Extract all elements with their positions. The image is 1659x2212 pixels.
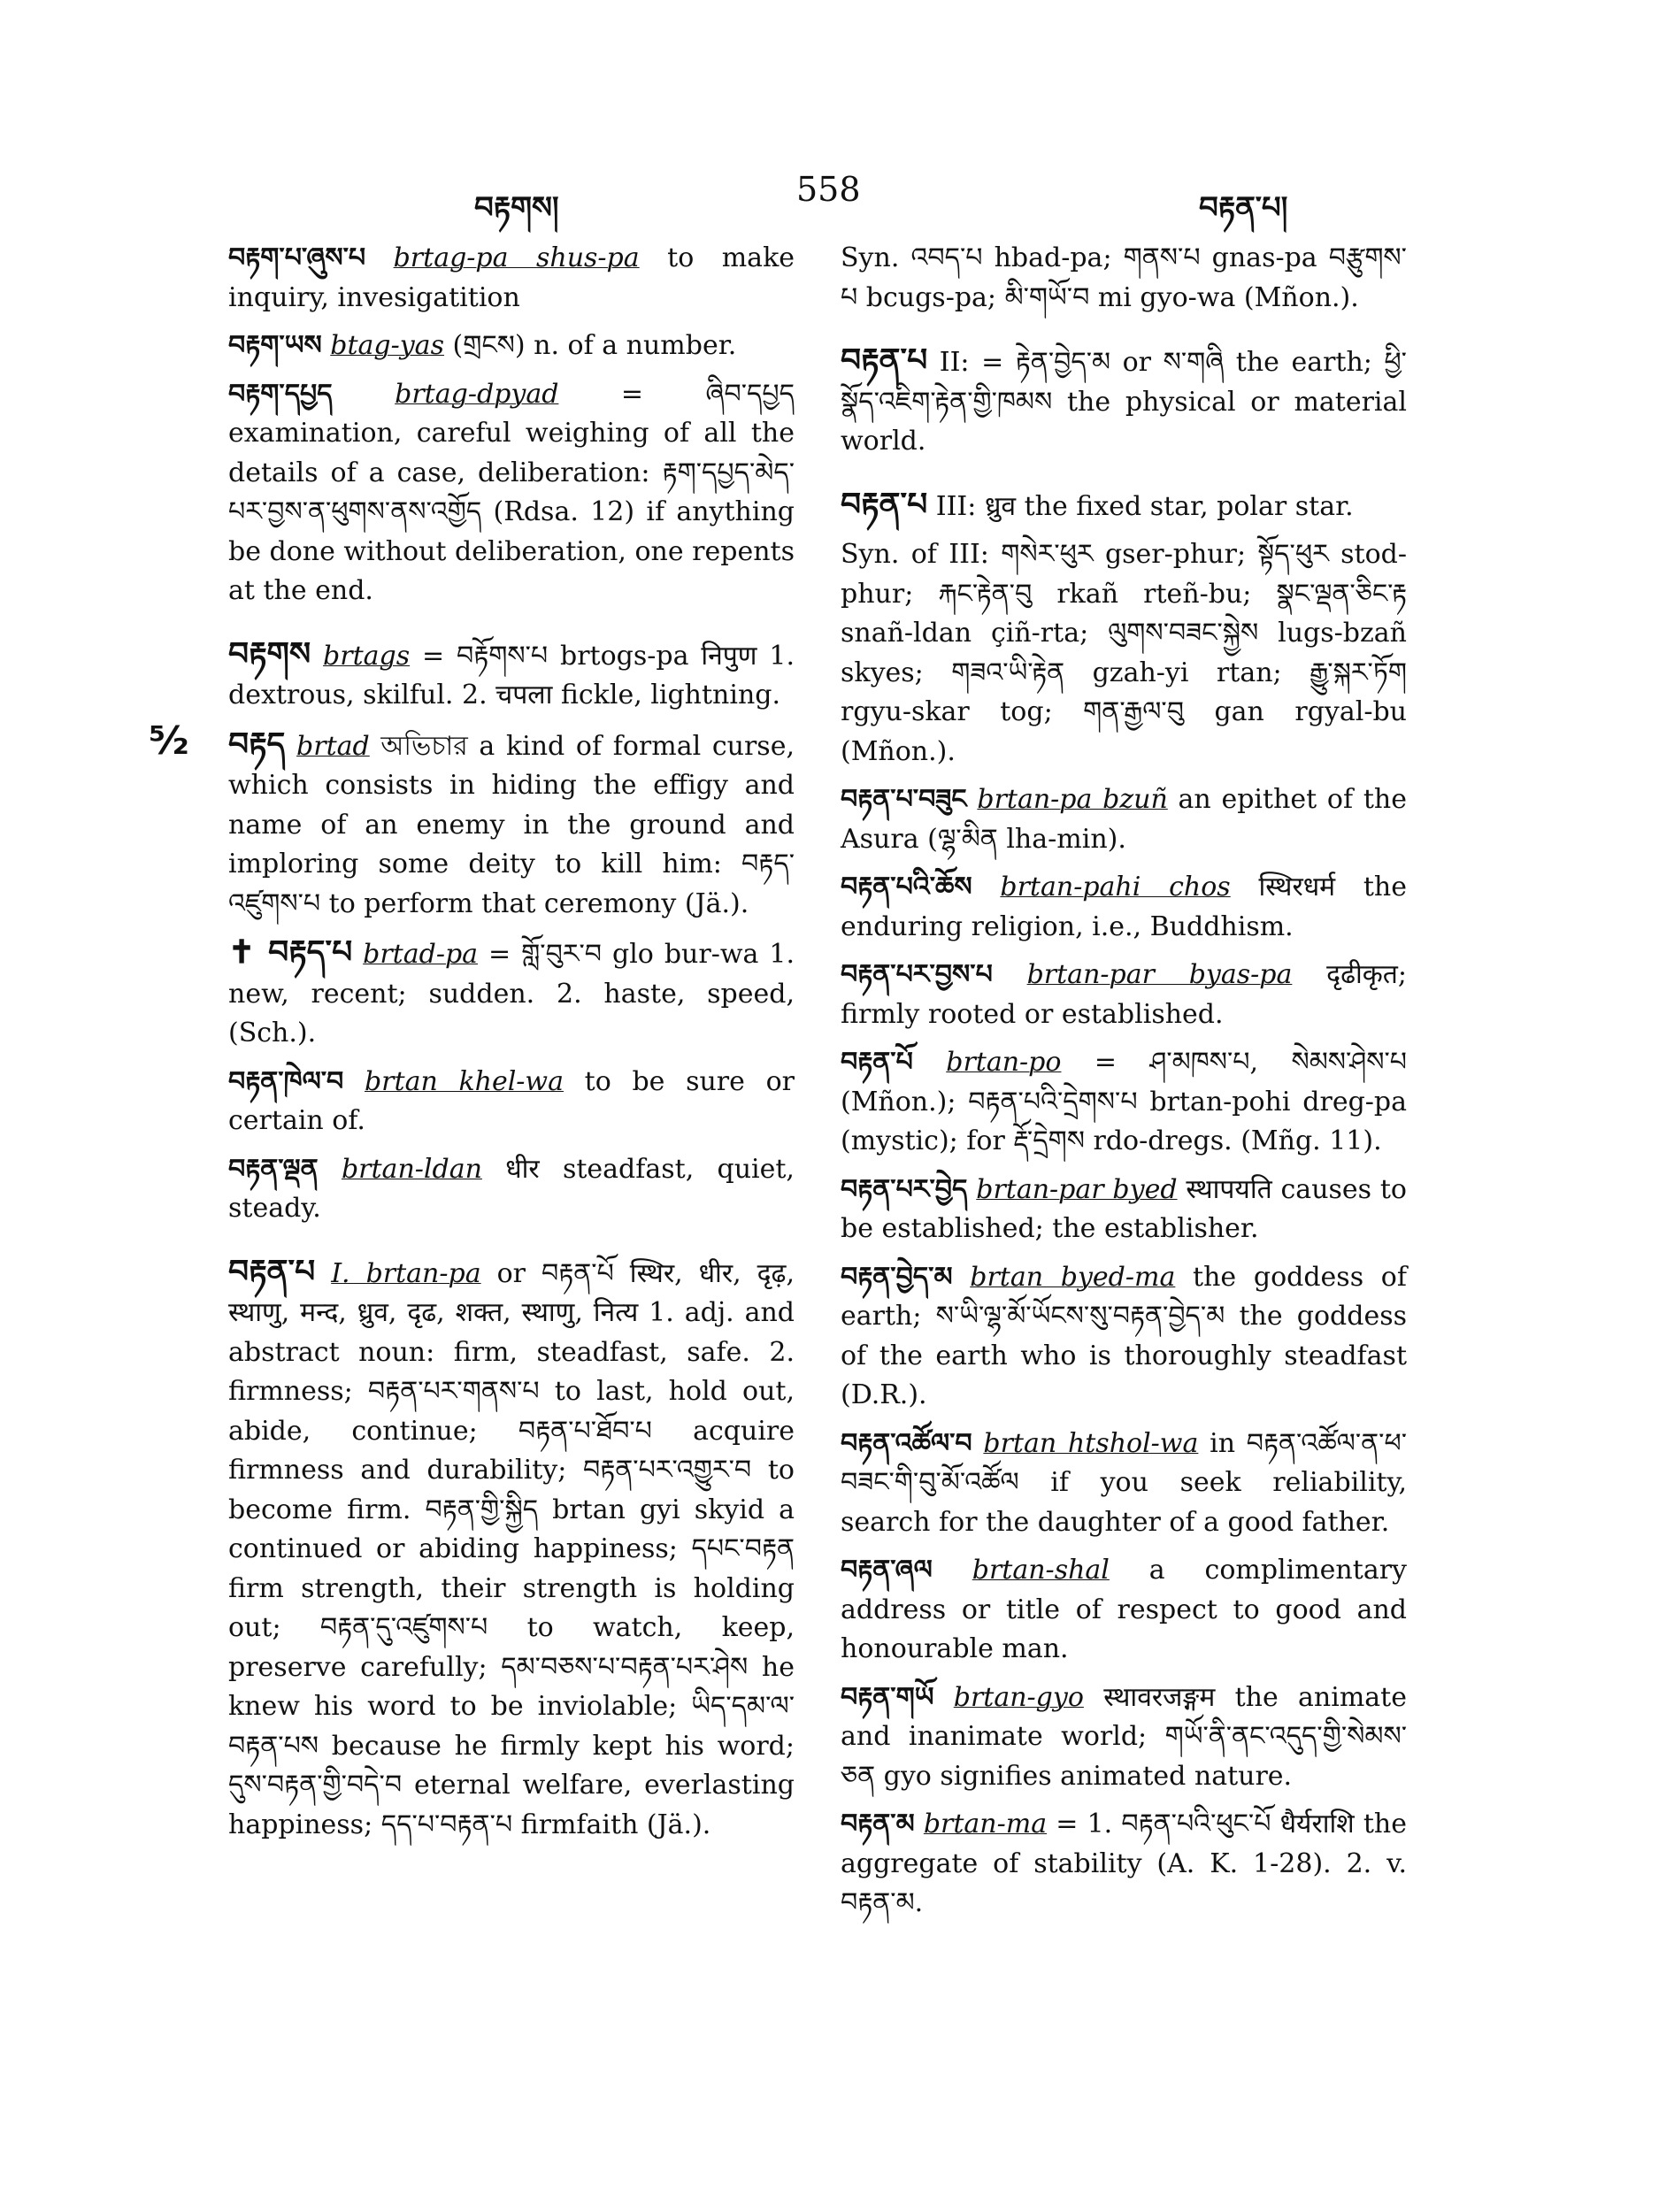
dictionary-entry (841, 1258, 1407, 1416)
entry-headword: བརྟན་ཞལ (841, 1555, 933, 1586)
dictionary-entry (228, 634, 795, 716)
entry-definition: = རྟེན་བྱེད་མ or ས་གཞི the earth; ཕྱི་སྣོད་འཇིག་རྟེན་གྱི་ཁམས the physical or material world. (841, 347, 1407, 457)
entry-definition: or བརྟན་པོ स्थिर, धीर, दृढ़, स्थाणु, मन्द, ध्रुव, दृढ, शक्त, स्थाणु, नित्य 1. adj. and abstract noun: firm, steadfast, safe. 2. firmness; བརྟན་པར་གནས་པ to last, hold out, abide, continue; བརྟན་པ་ཐོབ་པ acquire firmness and durability; བརྟན་པར་འགྱུར་བ to become firm. བརྟན་གྱི་སྐྱིད brtan gyi skyid a continued or abiding happiness; དཔང་བརྟན firm strength, their strength is holding out; བརྟན་དུ་འཛུགས་པ to watch, keep, preserve carefully; དམ་བཅས་པ་བརྟན་པར་ཤེས he knew his word to be inviolable; ཡིད་དམ་ལ་བརྟན་པས because he firmly kept his word; དུས་བརྟན་གྱི་བདེ་བ eternal welfare, everlasting happiness; དད་པ་བརྟན་པ firmfaith (Jä.). (228, 1257, 795, 1840)
dictionary-entry (228, 1150, 795, 1229)
entry-definition: in བརྟན་འཚོལ་ན་ཕ་བཟང་གི་བུ་མོ་འཚོལ if you seek reliability, search for the daughter of a good father. (841, 1427, 1408, 1538)
entry-headword: བརྟན་པར་བྱེད (841, 1173, 968, 1205)
entry-headword: བརྟག་པ་ཞུས་པ (228, 242, 366, 273)
entry-definition: a complimentary address or title of respect to good and honourable man. (841, 1555, 1407, 1664)
entry-transliteration: III: (935, 490, 977, 522)
entry-headword: བརྟན་ལྡན (228, 1153, 319, 1185)
entry-transliteration: I. brtan-pa (331, 1257, 481, 1289)
entry-definition: གསེར་ཕུར gser-phur; སྟོད་ཕུར stod-phur; རྐང་རྟེན་བུ rkañ rteñ-bu; སྣང་ལྡན་ཅིང་རྟ snañ-ldan çiñ-rta; ལུགས་བཟང་སྐྱེས lugs-bzañ skyes; གཟའ་ཡི་རྟེན gzah-yi rtan; རྒྱུ་སྐར་ཏོག rgyu-skar tog; གན་རྒྱལ་བུ gan rgyal-bu (Mñon.). (841, 539, 1407, 767)
entry-transliteration: brtan khel-wa (364, 1065, 564, 1097)
entry-headword: བརྟན་གཡོ (841, 1681, 934, 1713)
dictionary-entry (841, 868, 1407, 947)
entry-transliteration: brtan htshol-wa (983, 1427, 1199, 1459)
entry-headword: བརྟན་ཁེལ་བ (228, 1065, 344, 1097)
entry-transliteration: brtag-pa shus-pa (393, 242, 640, 273)
dictionary-entry (841, 535, 1407, 772)
entry-transliteration: brtad-pa (363, 939, 479, 970)
entry-definition: = ཞིབ་དཔྱད examination, careful weighing of all the details of a case, deliberation: རྟག་དཔྱད་མེད་པར་བྱས་ན་ཕུགས་ནས་འགྱོད (Rdsa. 12) if anything be done without deliberation, one repents at the end. (228, 378, 795, 606)
margin-mark: ⁵⁄₂ (149, 718, 189, 764)
dictionary-entry (228, 933, 795, 1054)
dictionary-entry (228, 725, 795, 925)
entry-transliteration: brtan-pa bzuñ (977, 784, 1168, 815)
entry-transliteration: brtags (323, 640, 411, 672)
right-column (841, 239, 1407, 1932)
entry-headword: བརྟད (228, 725, 286, 763)
dictionary-entry (841, 780, 1407, 859)
entry-transliteration: brtan byed-ma (970, 1261, 1176, 1293)
entry-headword: བརྟན་པ་བཟུང (841, 784, 967, 815)
entry-headword: བརྟན་པ (841, 342, 928, 379)
entry-definition: धीर steadfast, quiet, steady. (228, 1153, 795, 1224)
entry-transliteration: brtan-shal (972, 1555, 1110, 1586)
entry-definition: (གྲངས) n. of a number. (452, 330, 737, 361)
dictionary-entry (228, 375, 795, 611)
entry-definition: स्थावरजङ्गम the animate and inanimate world; གཡོ་ནི་ནང་འདུད་གྱི་སེམས་ཅན gyo signifies animated nature. (841, 1681, 1407, 1792)
entry-headword: བརྟག་དཔྱད (228, 378, 333, 410)
dictionary-entry (841, 1805, 1407, 1924)
entry-headword: བརྟན་འཚོལ་བ (841, 1427, 972, 1459)
entry-headword: བརྟན་བྱེད་མ (841, 1261, 953, 1293)
entry-definition: ध्रुव the fixed star, polar star. (984, 490, 1354, 522)
entry-headword: བརྟན་པོ (841, 1047, 913, 1078)
page-number: 558 (796, 170, 861, 209)
entry-definition: འབད་པ hbad-pa; གནས་པ gnas-pa བརྩུགས་པ bcugs-pa; མི་གཡོ་བ mi gyo-wa (Mñon.). (841, 242, 1407, 313)
entry-transliteration: brtan-par byas-pa (1026, 959, 1293, 990)
dictionary-entry (228, 326, 795, 366)
entry-definition: to be sure or certain of. (228, 1065, 795, 1136)
page-header (221, 170, 1416, 226)
entry-definition: = གློ་བུར་བ glo bur-wa 1. new, recent; sudden. 2. haste, speed, (Sch.). (228, 939, 795, 1048)
entry-headword: Syn. (841, 242, 900, 273)
entry-transliteration: brtag-dpyad (395, 378, 559, 410)
entry-definition: स्थिरधर्म the enduring religion, i.e., Buddhism. (841, 872, 1407, 942)
dictionary-entry (841, 485, 1407, 527)
dictionary-entry (841, 239, 1407, 318)
entry-headword: བརྟག་ཡས (228, 330, 322, 361)
dictionary-entry (841, 1425, 1407, 1543)
left-column (228, 239, 795, 1854)
entry-headword: བརྟན་པའི་ཆོས (841, 872, 972, 902)
entry-definition: = 1. བརྟན་པའི་ཕུང་པོ धैर्यराशि the aggregate of stability (A. K. 1-28). 2. v. བརྟན་མ. (841, 1809, 1407, 1918)
entry-definition: an epithet of the Asura (ལྷ་མིན lha-min). (841, 784, 1407, 855)
entry-transliteration: brtan-po (946, 1047, 1062, 1078)
entry-headword: བརྟན་པ (841, 485, 928, 523)
dictionary-entry (841, 1171, 1407, 1249)
entry-definition: स्थापयति causes to be established; the establisher. (841, 1173, 1407, 1244)
entry-definition: the goddess of earth; ས་ཡི་ལྷ་མོ་ཡོངས་སུ་བརྟན་བྱེད་མ the goddess of the earth who is thoroughly steadfast (D.R.). (841, 1261, 1407, 1410)
entry-definition: दृढीकृत; firmly rooted or established. (841, 959, 1407, 1030)
entry-transliteration: II: (939, 347, 970, 378)
entry-definition: to make inquiry, invesigatition (228, 242, 795, 313)
entry-headword: བརྟན་པར་བྱས་པ (841, 959, 993, 990)
entry-definition: = ཤ་མཁས་པ, སེམས་ཤེས་པ (Mñon.); བརྟན་པའི་དྲེགས་པ brtan-pohi dreg-pa (mystic); for རྡོ་དྲེགས rdo-dregs. (Mñg. 11). (841, 1047, 1407, 1156)
entry-definition: = བརྟོགས་པ brtogs-pa निपुण 1. dextrous, skilful. 2. चपला fickle, lightning. (228, 640, 795, 710)
entry-transliteration: brtad (296, 730, 370, 762)
entry-definition: অভিচার a kind of formal curse, which consists in hiding the effigy and name of an enemy in the ground and imploring some deity to kill him: བརྟད་འཛུགས་པ to perform that ceremony (Jä.). (228, 730, 795, 919)
entry-transliteration: brtan-ldan (341, 1153, 482, 1185)
entry-transliteration: brtan-par byed (976, 1173, 1178, 1205)
header-left-term: བརྟགས། (474, 190, 559, 226)
entry-headword: Syn. of III: (841, 539, 989, 570)
entry-transliteration: brtan-pahi chos (1000, 872, 1231, 902)
dictionary-entry (228, 239, 795, 318)
entry-headword: བརྟན་པ (228, 1252, 316, 1290)
dictionary-entry (841, 341, 1407, 462)
entry-transliteration: brtan-ma (923, 1809, 1048, 1839)
dictionary-entry (228, 1252, 795, 1846)
entry-headword: ✝ བརྟད་པ (228, 933, 353, 971)
dictionary-entry (841, 1043, 1407, 1162)
dictionary-entry (841, 1551, 1407, 1670)
dictionary-entry (841, 1678, 1407, 1797)
entry-headword: བརྟགས (228, 634, 311, 672)
header-right-term: བརྟན་པ། (1199, 190, 1288, 226)
entry-transliteration: btag-yas (330, 330, 444, 361)
entry-headword: བརྟན་མ (841, 1809, 915, 1839)
dictionary-entry (841, 956, 1407, 1034)
entry-transliteration: brtan-gyo (953, 1681, 1084, 1713)
dictionary-entry (228, 1063, 795, 1141)
